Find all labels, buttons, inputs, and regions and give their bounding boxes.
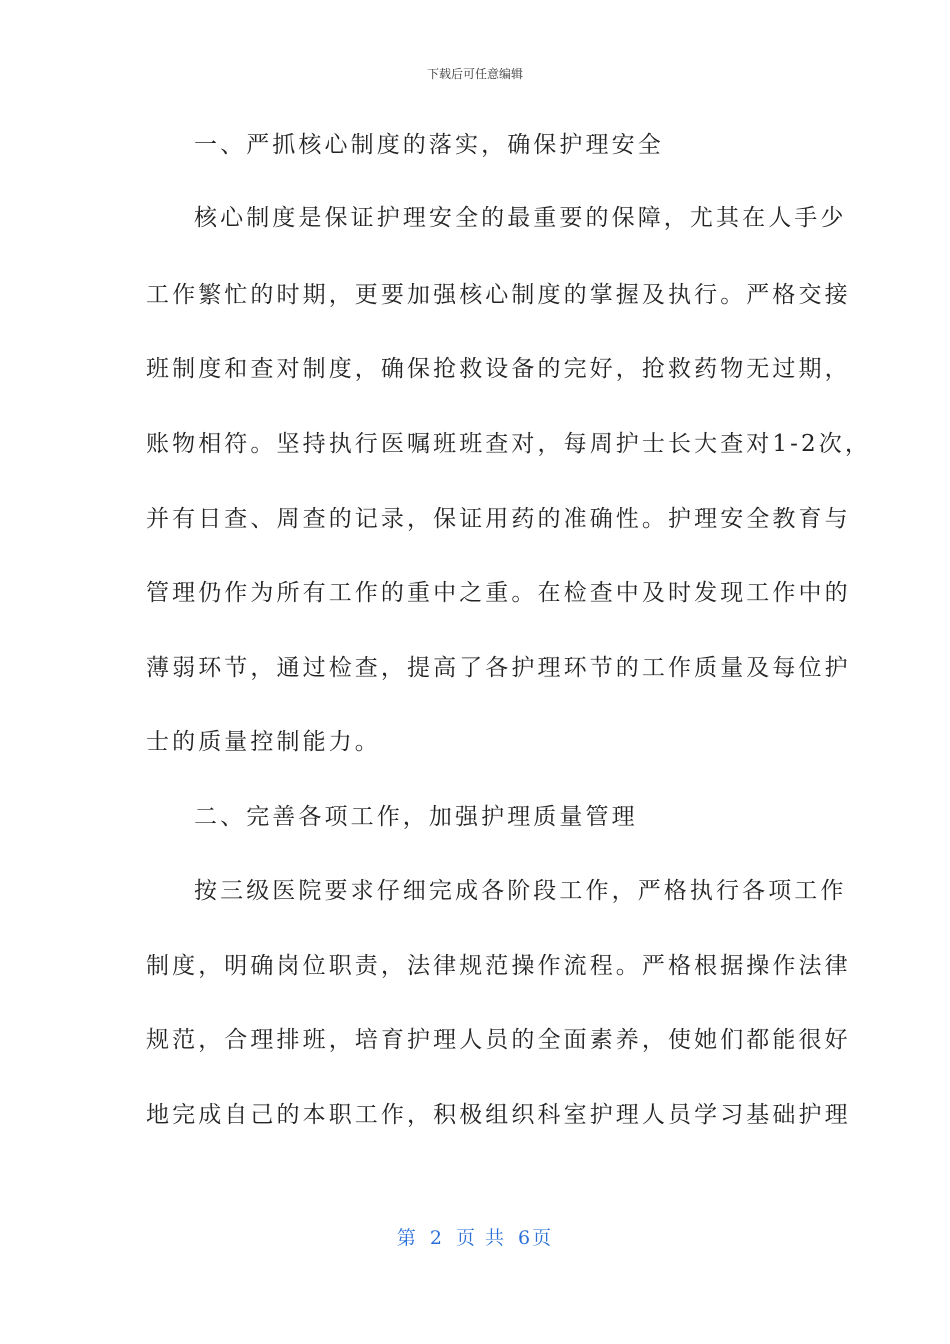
paragraph-line: 薄弱环节，通过检查，提高了各护理环节的工作质量及每位护 [146, 655, 851, 681]
total-page-number: 6 [518, 1227, 533, 1249]
footer-middle: 页 共 [455, 1227, 507, 1249]
paragraph-line: 规范，合理排班，培育护理人员的全面素养，使她们都能很好 [146, 1027, 851, 1053]
section-heading-2: 二、完善各项工作，加强护理质量管理 [194, 804, 638, 830]
paragraph-line: 士的质量控制能力。 [146, 729, 381, 755]
page-header: 下载后可任意编辑 [426, 67, 523, 81]
paragraph-line: 账物相符。坚持执行医嘱班班查对，每周护士长大查对1-2次， [146, 431, 871, 457]
paragraph-line: 工作繁忙的时期，更要加强核心制度的掌握及执行。严格交接 [146, 282, 851, 308]
paragraph-line: 管理仍作为所有工作的重中之重。在检查中及时发现工作中的 [146, 580, 851, 606]
paragraph-line: 制度，明确岗位职责，法律规范操作流程。严格根据操作法律 [146, 953, 851, 979]
footer-suffix: 页 [532, 1227, 554, 1249]
paragraph-line: 地完成自己的本职工作，积极组织科室护理人员学习基础护理 [146, 1102, 851, 1128]
footer-prefix: 第 [396, 1227, 418, 1249]
paragraph-line: 核心制度是保证护理安全的最重要的保障，尤其在人手少 [194, 205, 847, 231]
paragraph-line: 按三级医院要求仔细完成各阶段工作，严格执行各项工作 [194, 878, 847, 904]
page-footer [0, 1226, 950, 1250]
paragraph-line: 并有日查、周查的记录，保证用药的准确性。护理安全教育与 [146, 506, 851, 532]
current-page-number: 2 [429, 1227, 444, 1249]
section-heading-1: 一、严抓核心制度的落实，确保护理安全 [194, 132, 664, 158]
paragraph-line: 班制度和查对制度，确保抢救设备的完好，抢救药物无过期， [146, 356, 851, 382]
